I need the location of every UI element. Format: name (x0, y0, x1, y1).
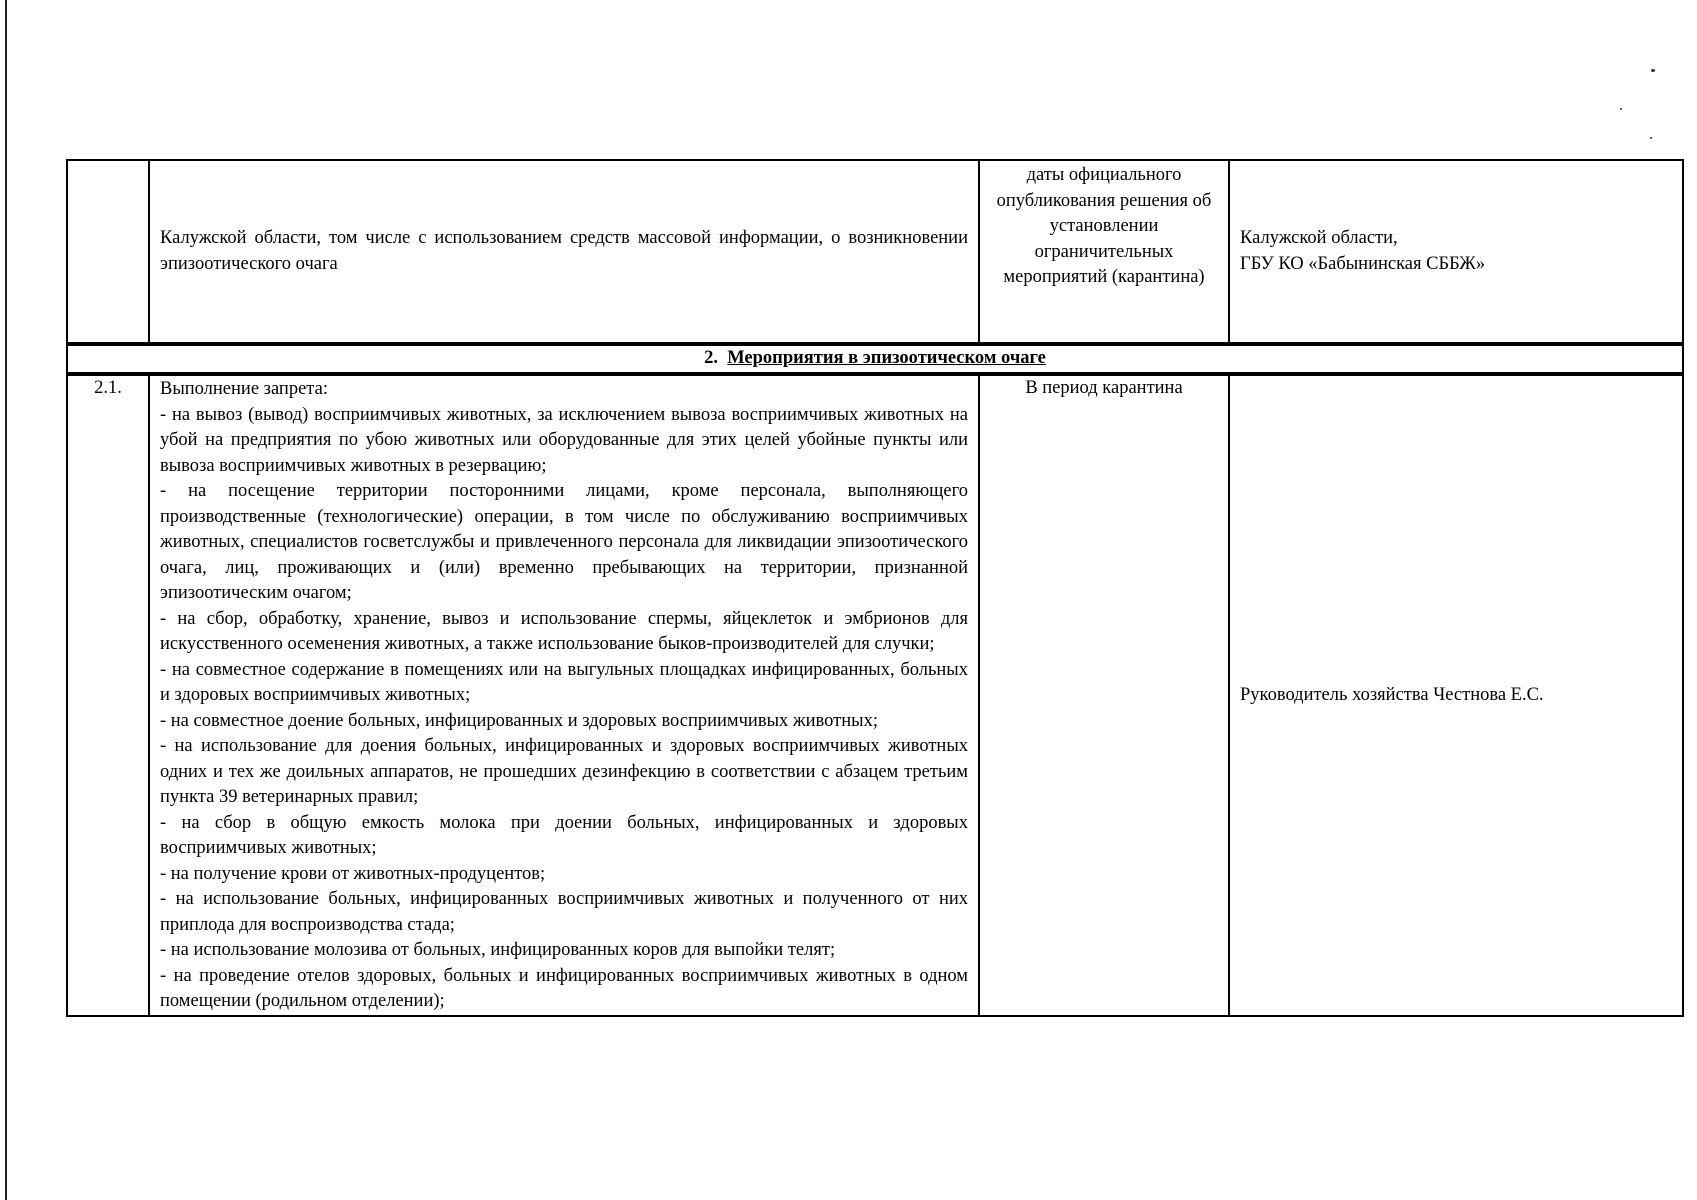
section-header (67, 344, 1683, 374)
row-number (67, 160, 149, 344)
section-number: 2. (704, 348, 718, 368)
list-item: - на совместное содержание в помещениях или на выгульных площадках инфицированных, больных и здоровых восприимчивых животных; (160, 659, 968, 705)
responsible-cell (1229, 160, 1683, 344)
table-row (67, 374, 1683, 1016)
measure-text (149, 374, 979, 1016)
section-header-row (67, 344, 1683, 374)
list-item: - на получение крови от животных-продуцентов; (160, 863, 546, 884)
scan-speck (1650, 137, 1652, 139)
list-item: - на сбор, обработку, хранение, вывоз и использование спермы, яйцеклеток и эмбрионов для искусственного осеменения животных, а также использование быков-производителей для случки; (160, 608, 968, 654)
list-item: - на использование молозива от больных, инфицированных коров для выпойки телят; (160, 940, 836, 960)
deadline-cell: даты официального опубликования решения об установлении ограничительных мероприятий (карантина) (979, 160, 1229, 344)
measures-table (66, 159, 1684, 1017)
section-title: Мероприятия в эпизоотическом очаге (727, 348, 1046, 368)
list-item: - на посещение территории посторонними лицами, кроме персонала, выполняющего производственные (технологические) операции, в том числе по обслуживанию восприимчивых животных, специалистов госветслужбы и привлеченного персонала для ликвидации эпизоотического очага, лиц, проживающих и (или) временно пребывающих на территории, признанной эпизоотическим очагом; (160, 481, 968, 603)
list-item: - на использование больных, инфицированных восприимчивых животных и полученного от них приплода для воспроизводства стада; (160, 889, 968, 935)
responsible-line: ГБУ КО «Бабынинская СББЖ» (1240, 253, 1486, 274)
scan-speck (1651, 69, 1655, 72)
page-margin-line (5, 0, 7, 1200)
deadline-cell: В период карантина (979, 374, 1229, 1016)
list-item: - на совместное доение больных, инфицированных и здоровых восприимчивых животных; (160, 710, 878, 731)
row-number: 2.1. (67, 374, 149, 1016)
table-row (67, 160, 1683, 344)
responsible-line: Калужской области, (1240, 228, 1398, 248)
list-item: - на вывоз (вывод) восприимчивых животных, за исключением вывоза восприимчивых животных на убой на предприятия по убою животных или оборудованные для этих целей убойные пункты или вывоза восприимчивых животных в резервацию; (160, 404, 968, 476)
measure-text: Калужской области, том числе с использованием средств массовой информации, о возникновении эпизоотического очага (149, 160, 979, 344)
scan-speck (1620, 108, 1622, 110)
list-item: - на проведение отелов здоровых, больных и инфицированных восприимчивых животных в одном помещении (родильном отделении); (160, 965, 968, 1011)
measure-heading: Выполнение запрета: (160, 379, 328, 399)
responsible-cell: Руководитель хозяйства Честнова Е.С. (1229, 374, 1683, 1016)
list-item: - на сбор в общую емкость молока при доении больных, инфицированных и здоровых восприимчивых животных; (160, 812, 968, 858)
list-item: - на использование для доения больных, инфицированных и здоровых восприимчивых животных одних и тех же доильных аппаратов, не прошедших дезинфекцию в соответствии с абзацем третьим пункта 39 ветеринарных правил; (160, 736, 968, 807)
